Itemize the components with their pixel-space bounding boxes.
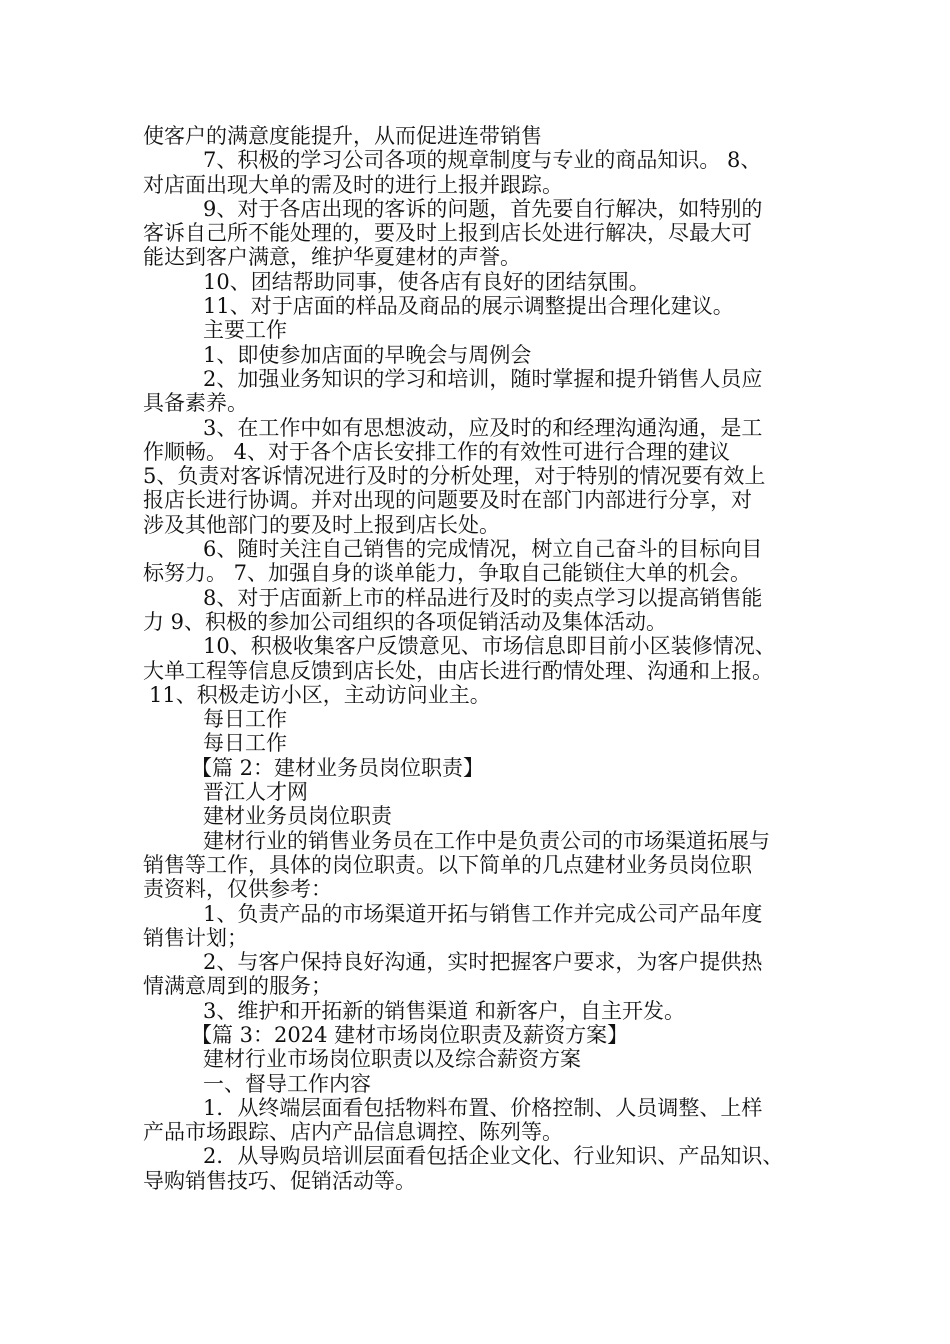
- text-line: 9、对于各店出现的客诉的问题，首先要自行解决，如特别的: [203, 196, 763, 221]
- text-line: 责资料，仅供参考：: [143, 877, 332, 902]
- text-line: 3、在工作中如有思想波动，应及时的和经理沟通沟通，是工: [203, 415, 763, 440]
- text-line: 能达到客户满意，维护华夏建材的声誉。: [143, 245, 521, 270]
- text-line: 6、随时关注自己销售的完成情况，树立自己奋斗的目标向目: [203, 537, 763, 562]
- text-line: 11、对于店面的样品及商品的展示调整提出合理化建议。: [203, 294, 734, 319]
- text-line: 10、团结帮助同事，使各店有良好的团结氛围。: [203, 269, 650, 294]
- text-line: 2、加强业务知识的学习和培训，随时掌握和提升销售人员应: [203, 366, 763, 391]
- text-line: 5、负责对客诉情况进行及时的分析处理，对于特别的情况要有效上: [143, 464, 766, 489]
- document-body: [143, 124, 843, 1193]
- text-line: 2．从导购员培训层面看包括企业文化、行业知识、产品知识、: [203, 1144, 784, 1169]
- text-line: 导购销售技巧、促销活动等。: [143, 1168, 416, 1193]
- text-line: 每日工作: [203, 707, 287, 732]
- text-line: 具备素养。: [143, 391, 248, 416]
- text-line: 标努力。 7、加强自身的谈单能力，争取自己能锁住大单的机会。: [143, 561, 752, 586]
- text-line: 销售计划；: [143, 925, 248, 950]
- text-line: 1、即使参加店面的早晚会与周例会: [203, 342, 532, 367]
- text-line: 对店面出现大单的需及时的进行上报并跟踪。: [143, 172, 563, 197]
- text-line: 10、积极收集客户反馈意见、市场信息即目前小区装修情况、: [203, 634, 776, 659]
- text-line: 1、负责产品的市场渠道开拓与销售工作并完成公司产品年度: [203, 901, 763, 926]
- text-line: 晋江人才网: [203, 780, 308, 805]
- text-line: 报店长进行协调。并对出现的问题要及时在部门内部进行分享，对: [143, 488, 752, 513]
- text-line: 主要工作: [203, 318, 287, 343]
- text-line: 产品市场跟踪、店内产品信息调控、陈列等。: [143, 1120, 563, 1145]
- text-line: 力 9、积极的参加公司组织的各项促销活动及集体活动。: [143, 609, 668, 634]
- text-line: 建材行业市场岗位职责以及综合薪资方案: [203, 1047, 581, 1072]
- text-line: 销售等工作，具体的岗位职责。以下简单的几点建材业务员岗位职: [143, 852, 752, 877]
- text-line: 1．从终端层面看包括物料布置、价格控制、人员调整、上样: [203, 1095, 763, 1120]
- text-line: 大单工程等信息反馈到店长处，由店长进行酌情处理、沟通和上报。: [143, 658, 773, 683]
- text-line: 客诉自己所不能处理的，要及时上报到店长处进行解决，尽最大可: [143, 221, 752, 246]
- text-line: 【篇 2：建材业务员岗位职责】: [191, 755, 485, 780]
- text-line: 8、对于店面新上市的样品进行及时的卖点学习以提高销售能: [203, 585, 763, 610]
- text-line: 一、督导工作内容: [203, 1071, 371, 1096]
- text-line: 建材行业的销售业务员在工作中是负责公司的市场渠道拓展与: [203, 828, 770, 853]
- text-line: 每日工作: [203, 731, 287, 756]
- text-line: 【篇 3：2024 建材市场岗位职责及薪资方案】: [191, 1022, 629, 1047]
- text-line: 2、与客户保持良好沟通，实时把握客户要求，为客户提供热: [203, 950, 763, 975]
- text-line: 3、维护和开拓新的销售渠道 和新客户，自主开发。: [203, 998, 686, 1023]
- text-line: 情满意周到的服务；: [143, 974, 332, 999]
- text-line: 11、积极走访小区，主动访问业主。: [149, 682, 491, 707]
- text-line: 使客户的满意度能提升，从而促进连带销售: [143, 124, 542, 148]
- text-line: 7、积极的学习公司各项的规章制度与专业的商品知识。 8、: [203, 148, 762, 173]
- text-line: 作顺畅。 4、对于各个店长安排工作的有效性可进行合理的建议: [143, 439, 731, 464]
- text-line: 建材业务员岗位职责: [203, 804, 392, 829]
- text-line: 涉及其他部门的要及时上报到店长处。: [143, 512, 500, 537]
